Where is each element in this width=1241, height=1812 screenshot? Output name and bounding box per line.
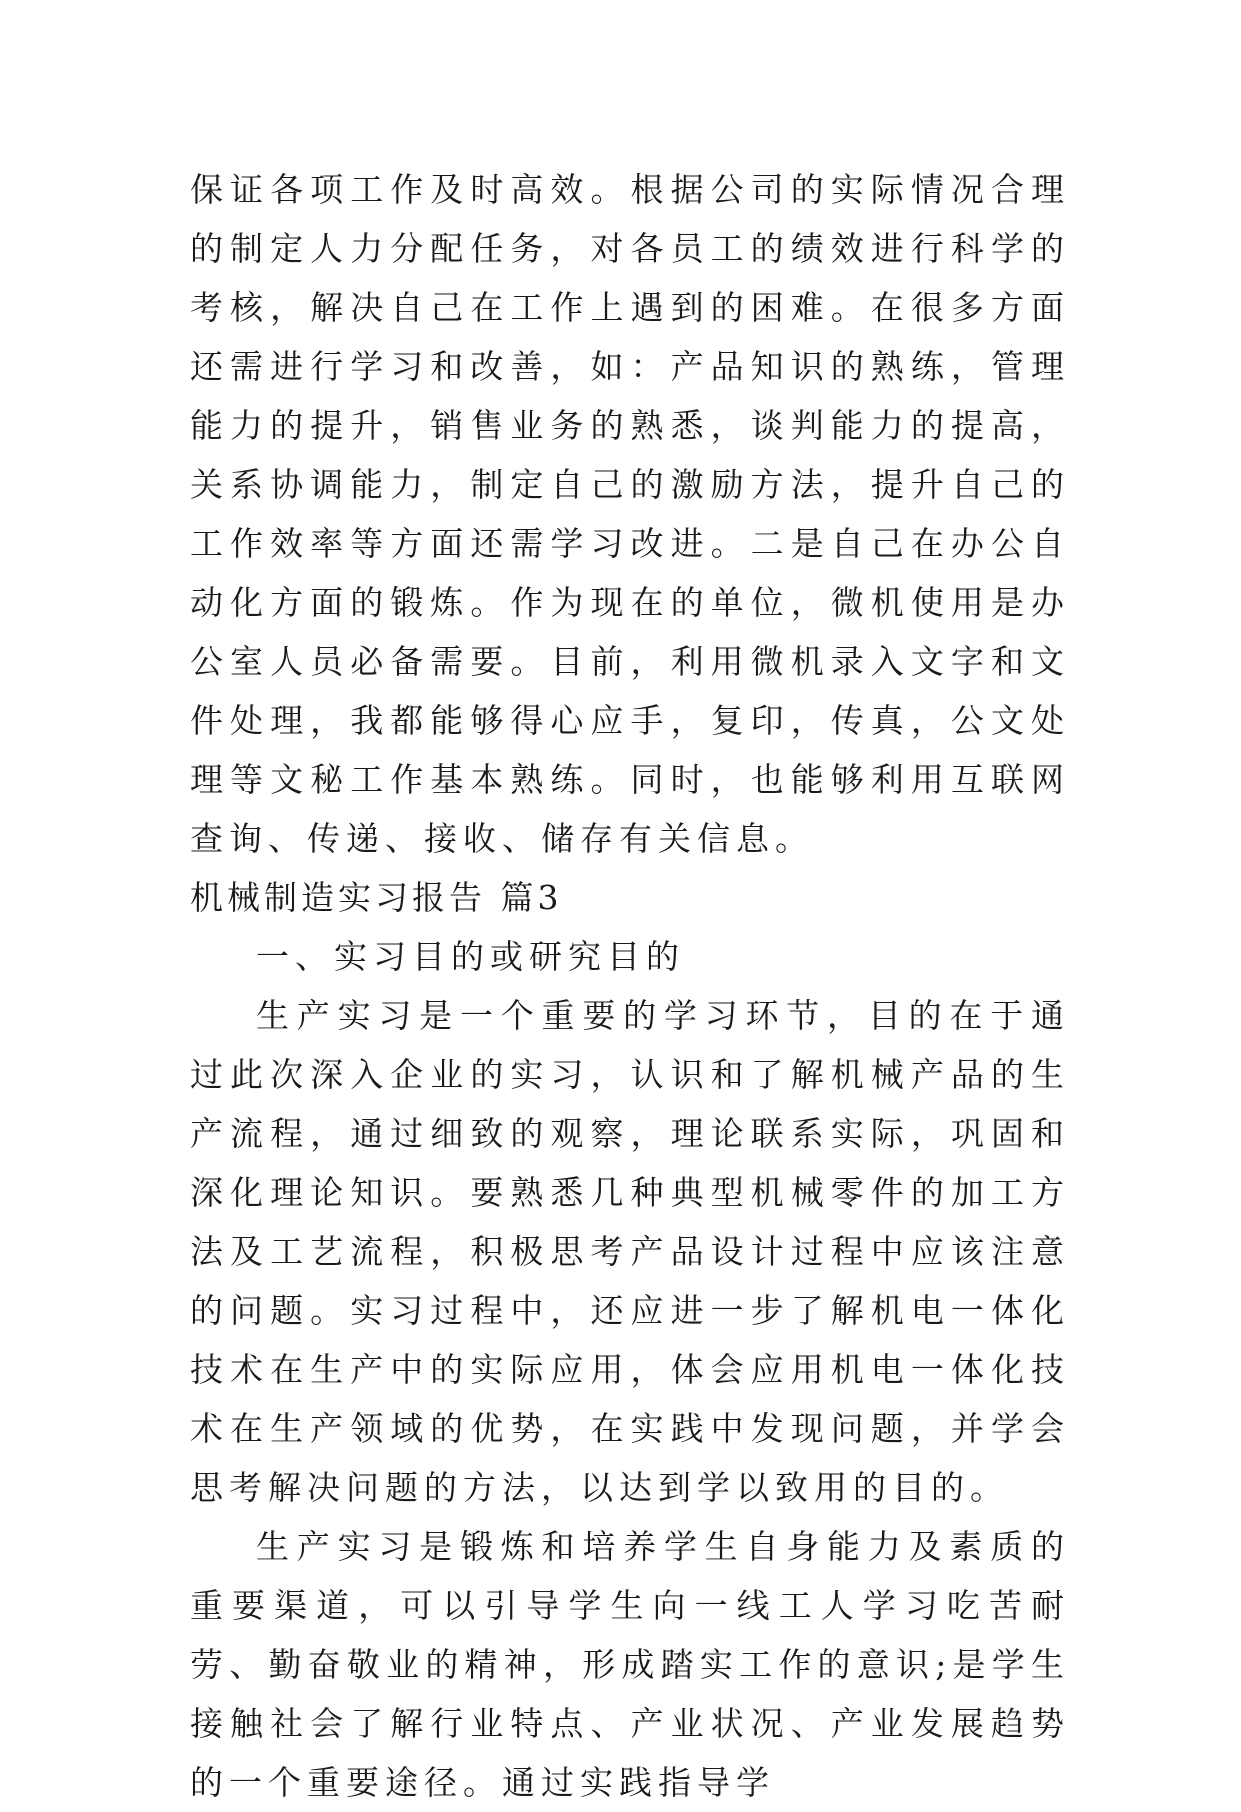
paragraph-continued: 保证各项工作及时高效。根据公司的实际情况合理的制定人力分配任务，对各员工的绩效进行科学的考核，解决自己在工作上遇到的困难。在很多方面还需进行学习和改善，如：产品知识的熟练，管理能力的提升，销售业务的熟悉，谈判能力的提高，关系协调能力，制定自己的激励方法，提升自己的工作效率等方面还需学习改进。二是自己在办公自动化方面的锻炼。作为现在的单位，微机使用是办公室人员必备需要。目前，利用微机录入文字和文件处理，我都能够得心应手，复印，传真，公文处理等文秘工作基本熟练。同时，也能够利用互联网查询、传递、接收、储存有关信息。 bbox=[190, 170, 1070, 858]
paragraph-purpose: 生产实习是一个重要的学习环节，目的在于通过此次深入企业的实习，认识和了解机械产品的生产流程，通过细致的观察，理论联系实际，巩固和深化理论知识。要熟悉几种典型机械零件的加工方法及工艺流程，积极思考产品设计过程中应该注意的问题。实习过程中，还应进一步了解机电一体化技术在生产中的实际应用，体会应用机电一体化技术在生产领域的优势，在实践中发现问题，并学会思考解决问题的方法，以达到学以致用的目的。 bbox=[190, 996, 1070, 1507]
section-title: 机械制造实习报告 篇3 bbox=[190, 878, 563, 917]
section-subheading: 一、实习目的或研究目的 bbox=[256, 937, 685, 976]
paragraph-importance: 生产实习是锻炼和培养学生自身能力及素质的重要渠道，可以引导学生向一线工人学习吃苦耐劳、勤奋敬业的精神，形成踏实工作的意识;是学生接触社会了解行业特点、产业状况、产业发展趋势的一个重要途径。通过实践指导学 bbox=[190, 1527, 1070, 1802]
document-body bbox=[190, 160, 1070, 1812]
